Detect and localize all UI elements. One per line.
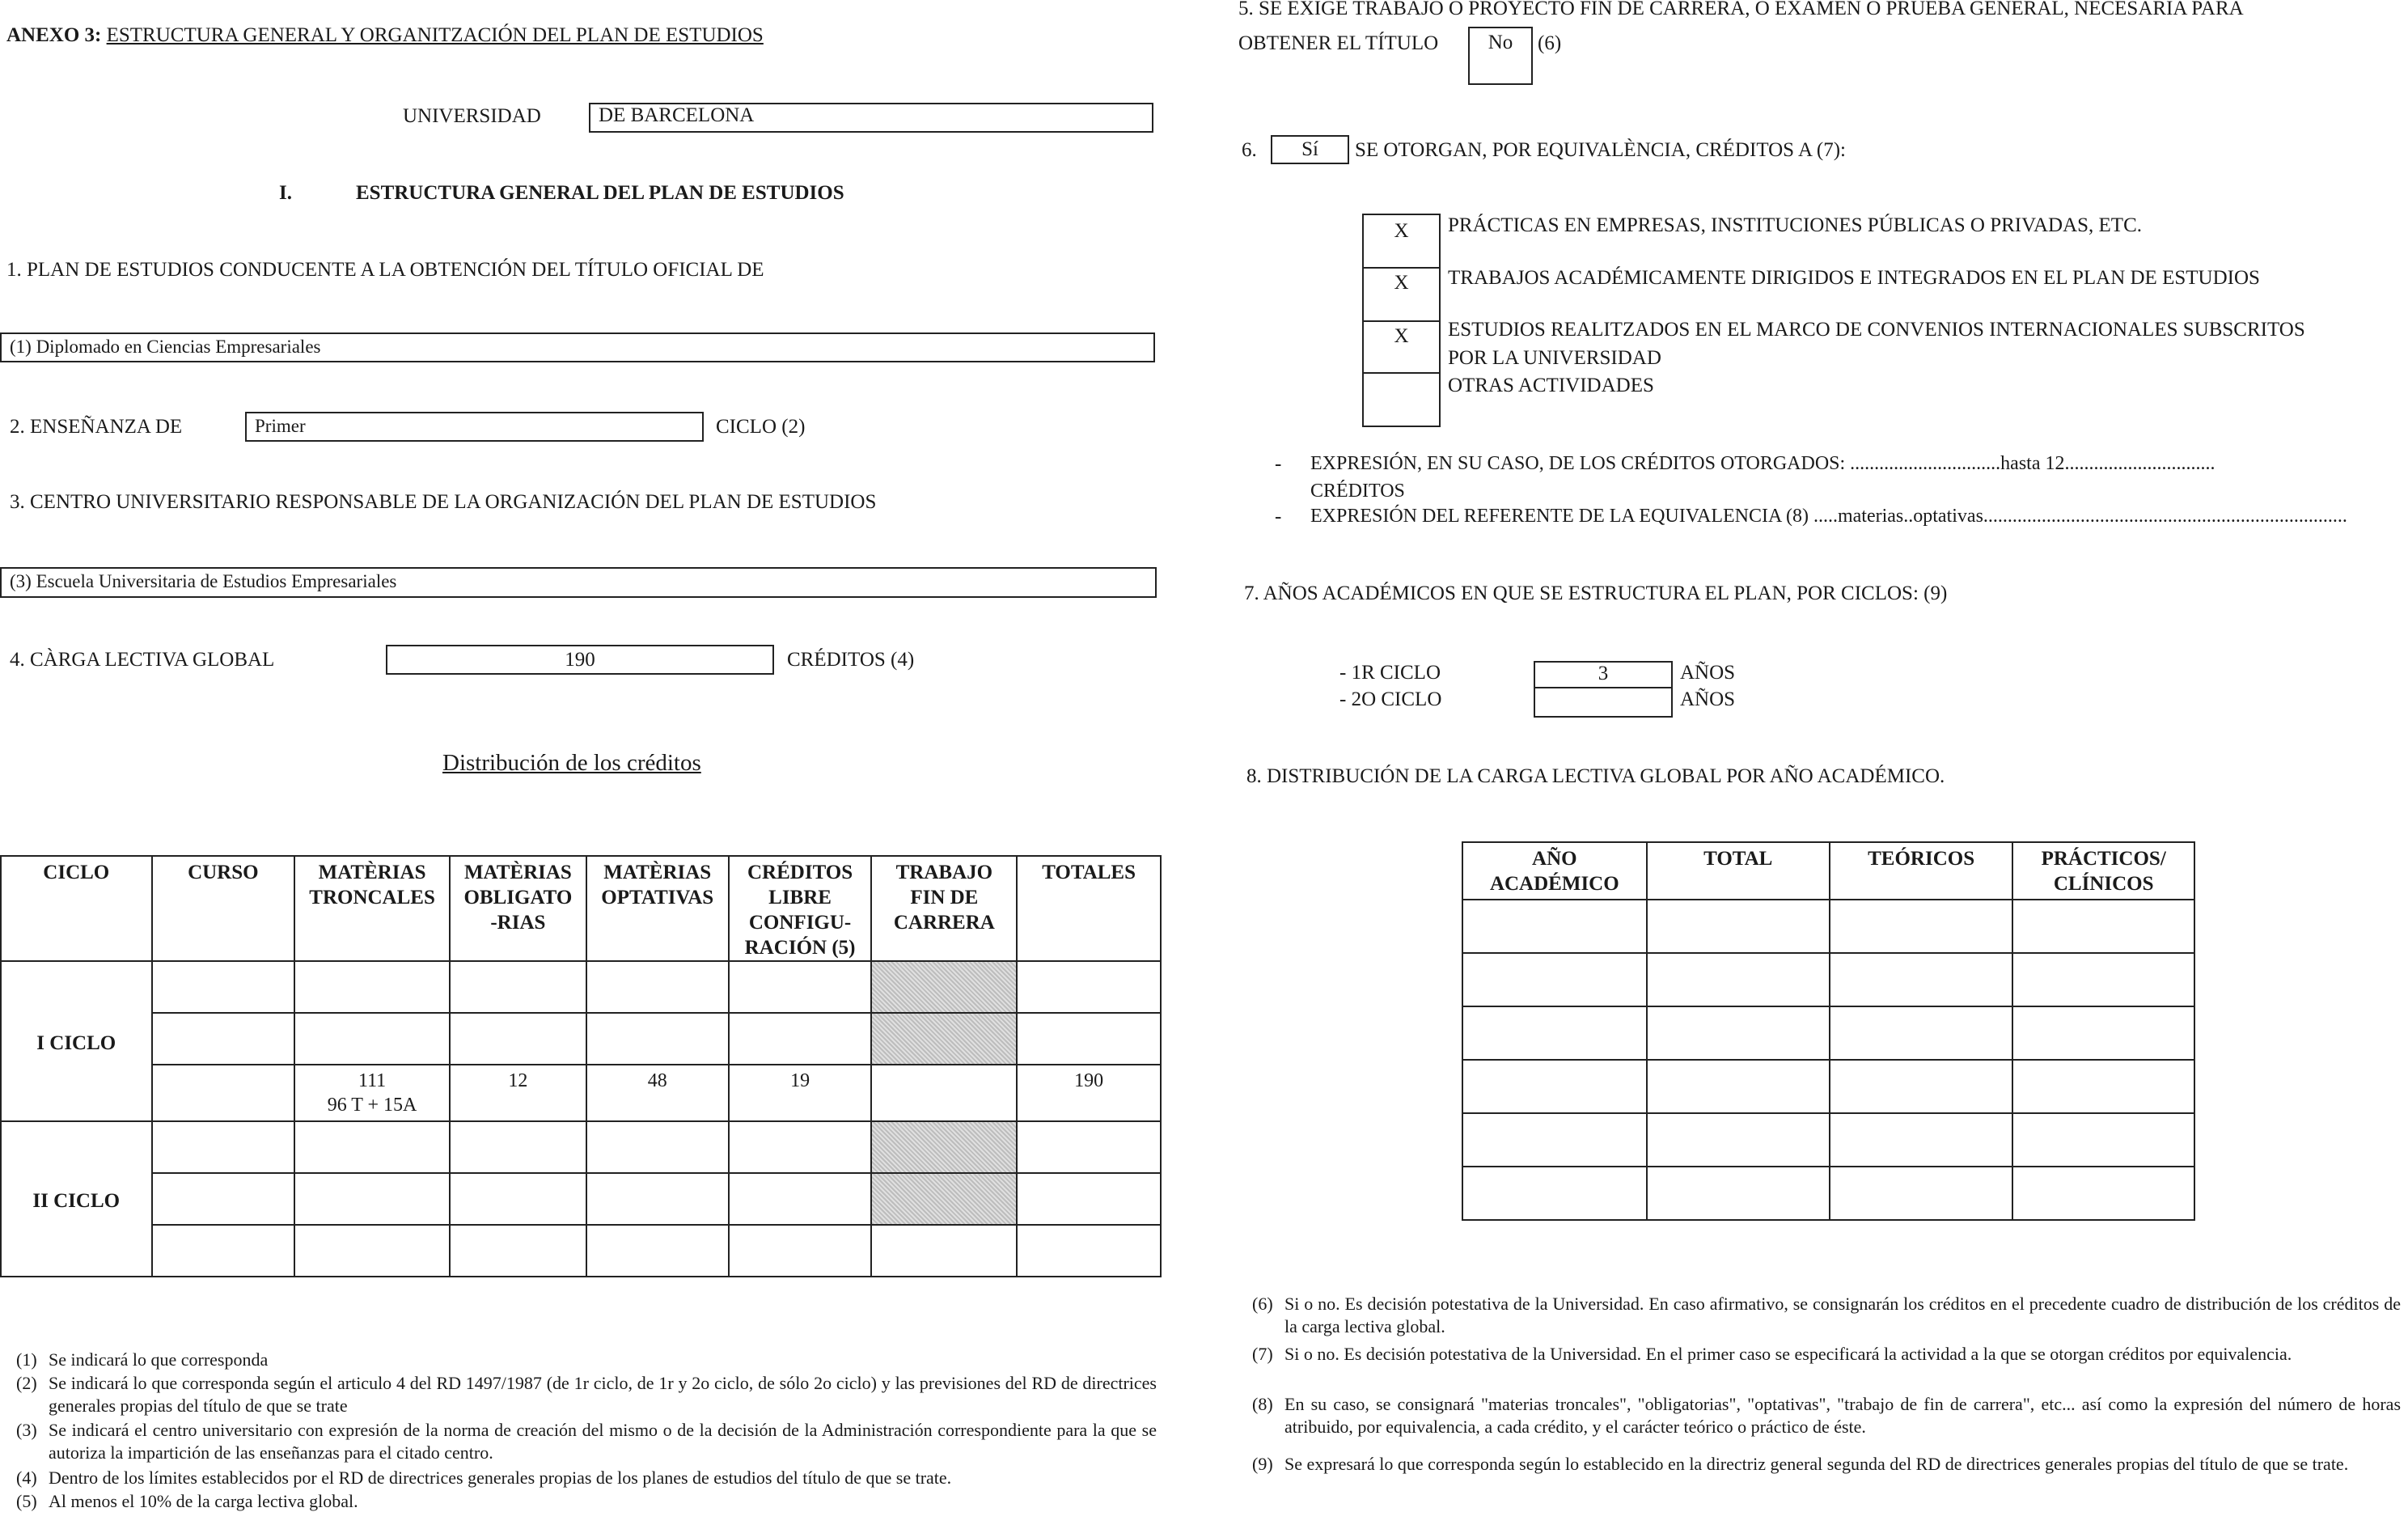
header-troncales-line1: MATÈRIAS <box>318 862 426 883</box>
table-cell <box>1017 1121 1161 1173</box>
q5-field <box>1468 27 1533 85</box>
q6-option-2: TRABAJOS ACADÉMICAMENTE DIRIGIDOS E INTEGRADOS EN EL PLAN DE ESTUDIOS <box>1448 267 2260 289</box>
q7-unit-1: AÑOS <box>1680 662 1736 684</box>
table-cell <box>1017 1225 1161 1277</box>
table-cell <box>450 961 586 1013</box>
table-cell <box>586 1173 729 1225</box>
table-cell <box>729 1173 872 1225</box>
footnote-4 <box>16 1467 1157 1489</box>
q8-header-teoricos <box>1830 842 2012 900</box>
q5-line2: OBTENER EL TÍTULO <box>1238 32 1439 54</box>
annex-heading <box>6 24 764 47</box>
table-cell <box>294 961 450 1013</box>
table-cell <box>586 1013 729 1065</box>
header-curso <box>152 856 295 961</box>
header-obligatorias-line1: MATÈRIAS <box>463 862 572 883</box>
table-cell <box>152 1173 295 1225</box>
q7-ciclo1-label: - 1R CICLO <box>1339 662 1441 684</box>
footnote-5-num: (5) <box>16 1491 37 1511</box>
section-title: ESTRUCTURA GENERAL DEL PLAN DE ESTUDIOS <box>356 182 844 204</box>
header-obligatorias-line2: OBLIGATO <box>463 887 573 909</box>
table-cell <box>871 1225 1017 1277</box>
troncales-cell <box>294 1065 450 1121</box>
q8-header-row <box>1462 842 2194 900</box>
header-optativas-line2: OPTATIVAS <box>601 887 714 909</box>
ciclo2-cell <box>1 1121 152 1277</box>
footnote-1-text: Se indicará lo que corresponda <box>49 1349 269 1370</box>
q2-suffix: CICLO (2) <box>716 416 806 438</box>
footnote-6-num: (6) <box>1252 1294 1273 1314</box>
q6-expr2: EXPRESIÓN DEL REFERENTE DE LA EQUIVALENCIA (8) .....materias..optativas........................................................................... <box>1310 506 2347 527</box>
table-cell <box>450 1121 586 1173</box>
q6-option-3: ESTUDIOS REALITZADOS EN EL MARCO DE CONVENIOS INTERNACIONALES SUBSCRITOS <box>1448 319 2305 341</box>
table-cell <box>1830 900 2012 953</box>
q6-checkbox-1-mark: X <box>1394 220 1409 242</box>
q8-header-ano <box>1462 842 1647 900</box>
table-cell <box>450 1173 586 1225</box>
q6-number: 6. <box>1242 139 1257 161</box>
table-cell <box>1462 1060 1647 1113</box>
header-optativas <box>586 856 729 961</box>
table-cell <box>1462 900 1647 953</box>
table-cell <box>729 1121 872 1173</box>
distribution-table <box>0 855 1162 1277</box>
q8-header-ano-line2: ACADÉMICO <box>1489 873 1619 895</box>
table-cell <box>152 1121 295 1173</box>
table-cell <box>2012 1060 2194 1113</box>
table-cell <box>152 1225 295 1277</box>
table-cell <box>152 1013 295 1065</box>
q6-expr1-dash: - <box>1275 453 1282 475</box>
q1-field <box>0 332 1155 362</box>
university-field <box>589 103 1153 133</box>
q8-header-total <box>1647 842 1830 900</box>
optativas-cell <box>586 1065 729 1121</box>
q6-checkbox-2-mark: X <box>1394 272 1409 294</box>
table-cell <box>586 1225 729 1277</box>
university-label: UNIVERSIDAD <box>403 105 541 127</box>
header-libre-line2: LIBRE <box>768 887 832 909</box>
table-cell <box>1017 961 1161 1013</box>
q6-expr1-cont: CRÉDITOS <box>1310 481 1405 502</box>
footnote-3-text: Se indicará el centro universitario con expresión de la norma de creación del mismo o de la decisión de la Administración correspondiente para la que se autoriza la impartición de las enseñanzas para el citado centro. <box>49 1420 1157 1463</box>
q6-checkbox-4[interactable] <box>1362 372 1441 427</box>
ciclo1-cell <box>1 961 152 1121</box>
table-cell <box>729 1013 872 1065</box>
q3-label: 3. CENTRO UNIVERSITARIO RESPONSABLE DE LA ORGANIZACIÓN DEL PLAN DE ESTUDIOS <box>10 491 877 513</box>
distribution-title: Distribución de los créditos <box>442 750 701 776</box>
q1-value: (1) Diplomado en Ciencias Empresariales <box>10 337 321 357</box>
q1-label: 1. PLAN DE ESTUDIOS CONDUCENTE A LA OBTENCIÓN DEL TÍTULO OFICIAL DE <box>6 259 764 281</box>
q4-suffix: CRÉDITOS (4) <box>787 649 915 671</box>
table-cell <box>152 1065 295 1121</box>
q8-header-total-text: TOTAL <box>1703 848 1773 870</box>
table-cell <box>450 1225 586 1277</box>
q2-label: 2. ENSEÑANZA DE <box>10 416 183 438</box>
table-header-row <box>1 856 1161 961</box>
footnote-2-text: Se indicará lo que corresponda según el articulo 4 del RD 1497/1987 (de 1r ciclo, de 1r y 2o ciclo, de sólo 2o ciclo) y las previsiones del RD de directrices generales propias del título de que se trate <box>49 1373 1157 1416</box>
q5-value: No <box>1488 32 1513 53</box>
header-obligatorias <box>450 856 586 961</box>
table-cell <box>294 1013 450 1065</box>
header-totales-text: TOTALES <box>1042 862 1136 883</box>
q7-ciclo2-label: - 2O CICLO <box>1339 688 1442 710</box>
libre-value: 19 <box>790 1070 810 1091</box>
footnote-6 <box>1252 1293 2401 1338</box>
q7-ciclo1-field <box>1534 661 1673 688</box>
libre-cell <box>729 1065 872 1121</box>
table-cell <box>294 1225 450 1277</box>
q8-label: 8. DISTRIBUCIÓN DE LA CARGA LECTIVA GLOBAL POR AÑO ACADÉMICO. <box>1246 765 1945 787</box>
table-cell <box>1830 1006 2012 1060</box>
table-cell <box>2012 1167 2194 1220</box>
table-row <box>1 1225 1161 1277</box>
table-cell <box>2012 1113 2194 1167</box>
q8-table <box>1462 841 2195 1221</box>
q4-value: 190 <box>565 649 595 671</box>
q6-value: Sí <box>1301 138 1318 160</box>
table-cell <box>586 961 729 1013</box>
table-row <box>1462 1060 2194 1113</box>
footnote-7 <box>1252 1343 2401 1366</box>
header-troncales <box>294 856 450 961</box>
footnote-9-num: (9) <box>1252 1454 1273 1474</box>
obligatorias-cell <box>450 1065 586 1121</box>
q6-field <box>1271 135 1349 164</box>
footnote-1 <box>16 1349 1157 1371</box>
header-trabajo <box>871 856 1017 961</box>
ciclo1-label: I CICLO <box>36 1031 116 1054</box>
footnote-8-text: En su caso, se consignará "materias troncales", "obligatorias", "optativas", "trabajo de fin de carrera", etc... así como la expresión del número de horas atribuido, por equivalencia, a cada crédito, y el carácter teórico o práctico de éste. <box>1284 1394 2401 1437</box>
table-cell <box>1462 1113 1647 1167</box>
header-curso-text: CURSO <box>188 862 259 883</box>
footnote-9-text: Se expresará lo que corresponda según lo establecido en la directriz general segunda del RD de directrices generales propias del título de que se trate. <box>1284 1454 2349 1474</box>
table-row <box>1462 900 2194 953</box>
q8-header-ano-line1: AÑO <box>1532 848 1577 870</box>
q5-line1: 5. SE EXIGE TRABAJO O PROYECTO FIN DE CARRERA, O EXAMEN O PRUEBA GENERAL, NECESARIA PARA <box>1238 0 2244 19</box>
q4-label: 4. CÀRGA LECTIVA GLOBAL <box>10 649 275 671</box>
footnote-2 <box>16 1372 1157 1417</box>
table-row <box>1462 1167 2194 1220</box>
header-libre-line4: RACIÓN (5) <box>744 937 856 959</box>
table-cell <box>1647 1113 1830 1167</box>
header-libre-line3: CONFIGU- <box>748 912 852 934</box>
header-troncales-line2: TRONCALES <box>309 887 435 909</box>
header-optativas-line1: MATÈRIAS <box>603 862 712 883</box>
table-row <box>1 1173 1161 1225</box>
university-value: DE BARCELONA <box>599 104 755 126</box>
q6-option-1: PRÁCTICAS EN EMPRESAS, INSTITUCIONES PÚBLICAS O PRIVADAS, ETC. <box>1448 214 2142 236</box>
header-ciclo <box>1 856 152 961</box>
footnote-1-num: (1) <box>16 1349 37 1370</box>
table-cell <box>1830 1060 2012 1113</box>
table-cell <box>450 1013 586 1065</box>
footnote-5-text: Al menos el 10% de la carga lectiva global. <box>49 1491 358 1511</box>
q8-header-practicos-line1: PRÁCTICOS/ <box>2041 848 2166 870</box>
shaded-cell <box>871 1121 1017 1173</box>
section-number: I. <box>279 182 292 204</box>
footnote-9 <box>1252 1453 2401 1476</box>
table-cell <box>1647 953 1830 1006</box>
table-cell <box>729 1225 872 1277</box>
q8-header-practicos-line2: CLÍNICOS <box>2053 873 2154 895</box>
table-row <box>1 1013 1161 1065</box>
shaded-cell <box>871 1173 1017 1225</box>
q5-suffix: (6) <box>1538 32 1562 54</box>
q6-checkbox-1[interactable] <box>1362 214 1441 269</box>
header-ciclo-text: CICLO <box>43 862 110 883</box>
troncales-detail: 96 T + 15A <box>327 1095 417 1116</box>
q6-option-3-line2: POR LA UNIVERSIDAD <box>1448 347 1661 369</box>
table-cell <box>1830 953 2012 1006</box>
table-cell <box>294 1121 450 1173</box>
table-cell <box>2012 900 2194 953</box>
troncales-value: 111 <box>358 1070 387 1091</box>
table-row <box>1462 1006 2194 1060</box>
q7-label: 7. AÑOS ACADÉMICOS EN QUE SE ESTRUCTURA EL PLAN, POR CICLOS: (9) <box>1244 582 1948 604</box>
obligatorias-value: 12 <box>508 1070 528 1091</box>
footnote-5 <box>16 1490 1157 1513</box>
footnote-4-num: (4) <box>16 1468 37 1488</box>
q7-ciclo2-field <box>1534 687 1673 718</box>
table-row <box>1462 1113 2194 1167</box>
table-cell <box>586 1121 729 1173</box>
table-cell <box>1462 1006 1647 1060</box>
q6-checkbox-3[interactable] <box>1362 320 1441 374</box>
totales-cell <box>1017 1065 1161 1121</box>
q6-expr1: EXPRESIÓN, EN SU CASO, DE LOS CRÉDITOS OTORGADOS: ...............................hasta 12............................... <box>1310 453 2215 474</box>
q8-header-practicos <box>2012 842 2194 900</box>
table-row <box>1 1121 1161 1173</box>
table-cell <box>2012 1006 2194 1060</box>
header-trabajo-line2: FIN DE <box>910 887 979 909</box>
footnote-3 <box>16 1419 1157 1464</box>
table-row <box>1 1065 1161 1121</box>
table-cell <box>1830 1113 2012 1167</box>
q7-unit-2: AÑOS <box>1680 688 1736 710</box>
footnote-8-num: (8) <box>1252 1394 1273 1414</box>
table-cell <box>294 1173 450 1225</box>
table-cell <box>152 961 295 1013</box>
table-row <box>1462 953 2194 1006</box>
q6-checkbox-3-mark: X <box>1394 325 1409 347</box>
totales-value: 190 <box>1074 1070 1104 1091</box>
q6-checkbox-2[interactable] <box>1362 267 1441 322</box>
table-cell <box>1647 1167 1830 1220</box>
q4-field <box>386 645 774 675</box>
annex-label: ANEXO 3: <box>6 24 102 46</box>
q8-header-teoricos-text: TEÓRICOS <box>1868 848 1975 870</box>
q6-option-4: OTRAS ACTIVIDADES <box>1448 375 1654 396</box>
optativas-value: 48 <box>647 1070 667 1091</box>
ciclo2-label: II CICLO <box>32 1189 121 1212</box>
header-libre-line1: CRÉDITOS <box>747 862 853 883</box>
footnote-7-num: (7) <box>1252 1344 1273 1364</box>
table-cell <box>1017 1173 1161 1225</box>
q6-label: SE OTORGAN, POR EQUIVALÈNCIA, CRÉDITOS A (7): <box>1355 139 1846 161</box>
table-cell <box>871 1065 1017 1121</box>
annex-title: ESTRUCTURA GENERAL Y ORGANITZACIÓN DEL PLAN DE ESTUDIOS <box>106 24 764 46</box>
header-libre <box>729 856 872 961</box>
shaded-cell <box>871 961 1017 1013</box>
q2-value: Primer <box>255 416 306 436</box>
table-cell <box>1647 1006 1830 1060</box>
table-cell <box>1462 953 1647 1006</box>
table-cell <box>2012 953 2194 1006</box>
header-totales <box>1017 856 1161 961</box>
table-cell <box>1647 900 1830 953</box>
footnote-4-text: Dentro de los límites establecidos por el RD de directrices generales propias de los planes de estudios del título de que se trate. <box>49 1468 952 1488</box>
table-cell <box>1830 1167 2012 1220</box>
table-cell <box>1462 1167 1647 1220</box>
header-obligatorias-line3: -RIAS <box>490 912 546 934</box>
footnote-7-text: Si o no. Es decisión potestativa de la Universidad. En el primer caso se especificará la actividad a la que se otorgan créditos por equivalencia. <box>1284 1344 2292 1364</box>
footnote-2-num: (2) <box>16 1373 37 1393</box>
table-row <box>1 961 1161 1013</box>
header-trabajo-line3: CARRERA <box>893 912 995 934</box>
footnote-3-num: (3) <box>16 1420 37 1440</box>
table-cell <box>1647 1060 1830 1113</box>
q2-field <box>245 412 704 442</box>
footnote-6-text: Si o no. Es decisión potestativa de la Universidad. En caso afirmativo, se consignarán los créditos en el precedente cuadro de distribución de los créditos de la carga lectiva global. <box>1284 1294 2401 1336</box>
shaded-cell <box>871 1013 1017 1065</box>
table-cell <box>729 961 872 1013</box>
table-cell <box>1017 1013 1161 1065</box>
header-trabajo-line1: TRABAJO <box>895 862 993 883</box>
footnote-8 <box>1252 1393 2401 1438</box>
q3-field <box>0 567 1157 598</box>
q7-ciclo1-value: 3 <box>1598 663 1609 684</box>
q3-value: (3) Escuela Universitaria de Estudios Empresariales <box>10 571 397 591</box>
q6-expr2-dash: - <box>1275 506 1282 527</box>
